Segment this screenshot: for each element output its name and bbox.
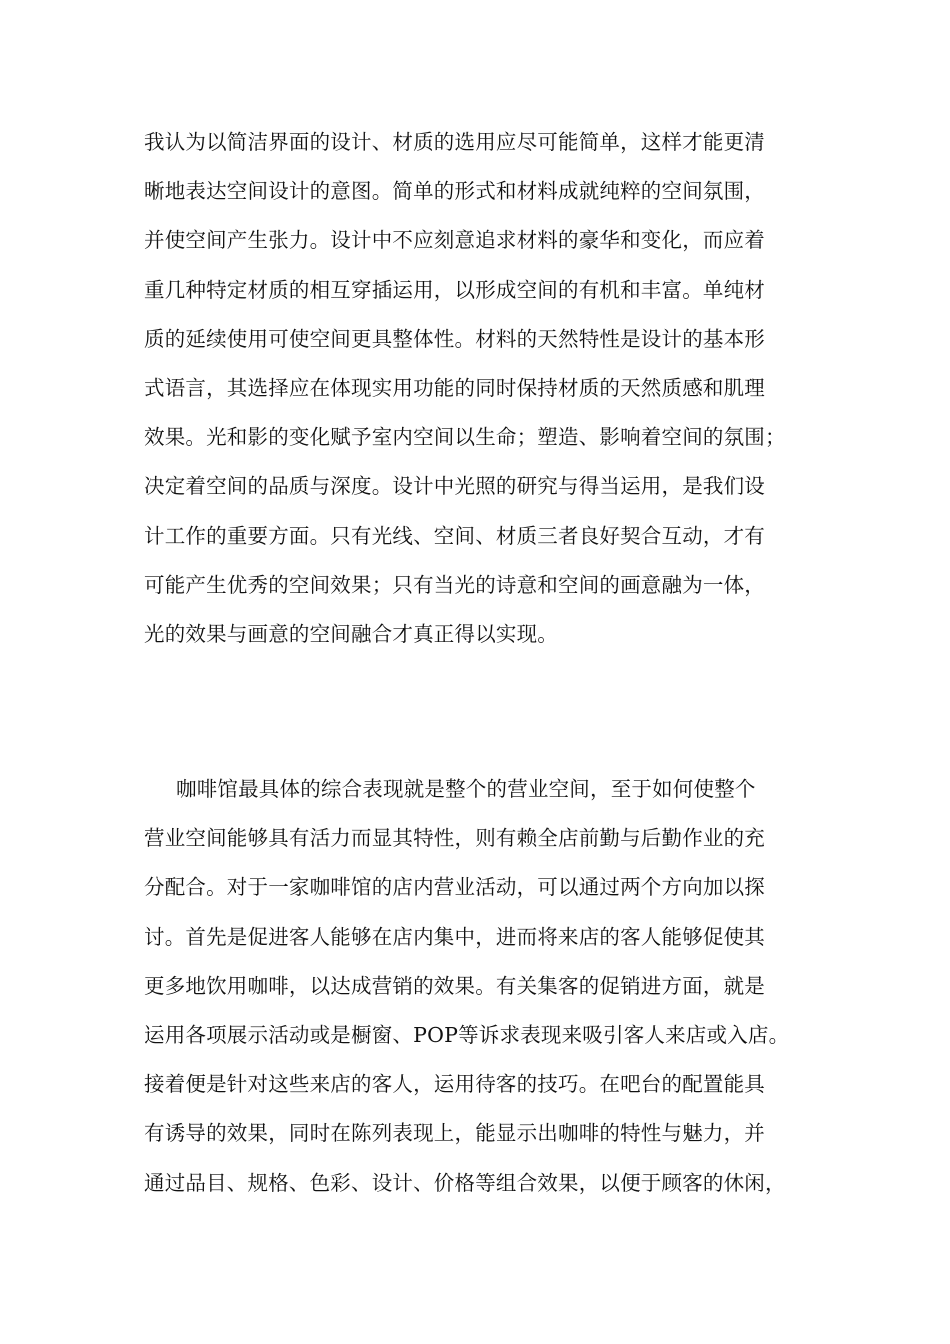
text-line: 计工作的重要方面。只有光线、空间、材质三者良好契合互动，才有	[144, 523, 765, 548]
text-line: 式语言，其选择应在体现实用功能的同时保持材质的天然质感和肌理	[144, 375, 765, 400]
text-line: 通过品目、规格、色彩、设计、价格等组合效果，以便于顾客的休闲，	[144, 1170, 786, 1195]
text-line: 质的延续使用可使空间更具整体性。材料的天然特性是设计的基本形	[144, 326, 765, 351]
text-line: 重几种特定材质的相互穿插运用，以形成空间的有机和丰富。单纯材	[144, 277, 765, 302]
text-line: 运用各项展示活动或是橱窗、POP等诉求表现来吸引客人来店或入店。	[144, 1022, 790, 1047]
text-line: 营业空间能够具有活力而显其特性，则有赖全店前勤与后勤作业的充	[144, 826, 765, 851]
text-line: 光的效果与画意的空间融合才真正得以实现。	[144, 621, 558, 646]
text-line: 决定着空间的品质与深度。设计中光照的研究与得当运用，是我们设	[144, 474, 765, 499]
text-line: 并使空间产生张力。设计中不应刻意追求材料的豪华和变化，而应着	[144, 228, 765, 253]
text-line: 接着便是针对这些来店的客人，运用待客的技巧。在吧台的配置能具	[144, 1072, 765, 1097]
paragraph-cafe-business-space	[144, 765, 814, 1208]
text-line: 有诱导的效果，同时在陈列表现上，能显示出咖啡的特性与魅力，并	[144, 1121, 765, 1146]
paragraph-design-materials	[144, 118, 814, 659]
text-line: 我认为以简洁界面的设计、材质的选用应尽可能简单，这样才能更清	[144, 130, 765, 154]
text-line: 晰地表达空间设计的意图。简单的形式和材料成就纯粹的空间氛围，	[144, 179, 765, 204]
text-line: 可能产生优秀的空间效果；只有当光的诗意和空间的画意融为一体，	[144, 572, 765, 597]
text-line: 讨。首先是促进客人能够在店内集中，进而将来店的客人能够促使其	[144, 924, 765, 949]
text-line: 分配合。对于一家咖啡馆的店内营业活动，可以通过两个方向加以探	[144, 875, 765, 900]
text-line: 效果。光和影的变化赋予室内空间以生命；塑造、影响着空间的氛围；	[144, 425, 786, 450]
text-line: 咖啡馆最具体的综合表现就是整个的营业空间，至于如何使整个	[176, 777, 756, 801]
text-line: 更多地饮用咖啡，以达成营销的效果。有关集客的促销进方面，就是	[144, 973, 765, 998]
